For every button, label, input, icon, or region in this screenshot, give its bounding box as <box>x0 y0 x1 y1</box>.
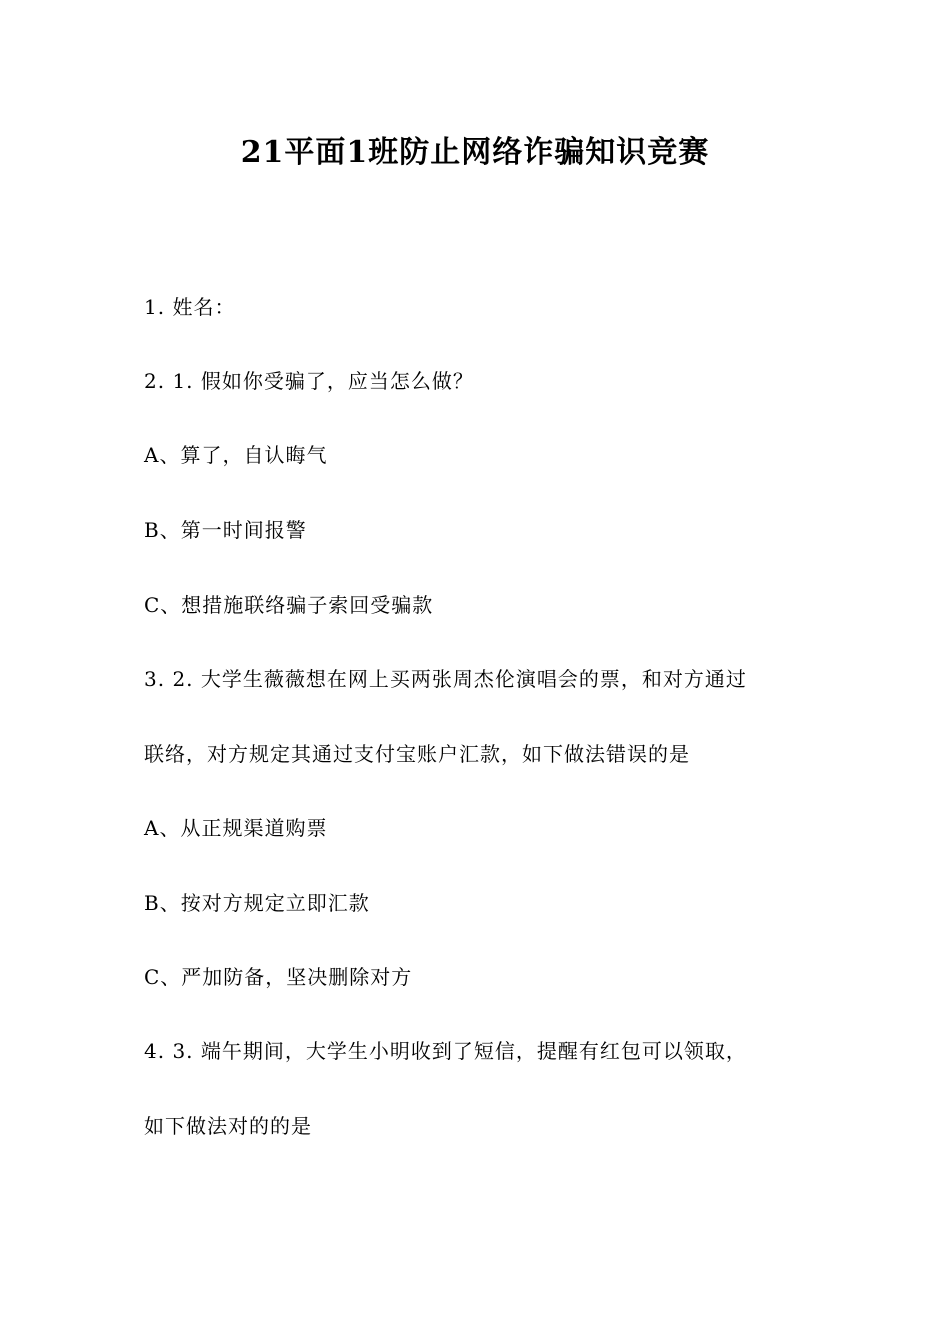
question-name-field: 1. 姓名： <box>144 295 236 319</box>
question-1-text: 2. 1. 假如你受骗了，应当怎么做？ <box>144 369 474 393</box>
question-2-text: 3. 2. 大学生薇薇想在网上买两张周杰伦演唱会的票，和对方通过 <box>144 667 747 691</box>
question-2-option-c: C、严加防备，坚决删除对方 <box>144 965 413 989</box>
question-2-text-continued: 联络，对方规定其通过支付宝账户汇款，如下做法错误的是 <box>144 742 690 766</box>
question-1-option-b: B、第一时间报警 <box>144 518 307 542</box>
question-2-option-a: A、从正规渠道购票 <box>144 816 328 840</box>
question-1-option-a: A、算了，自认晦气 <box>144 443 328 467</box>
question-3-text-continued: 如下做法对的的是 <box>144 1114 312 1138</box>
page-title: 21平面1班防止网络诈骗知识竞赛 <box>240 135 710 170</box>
question-1-option-c: C、想措施联络骗子索回受骗款 <box>144 593 434 617</box>
question-2-option-b: B、按对方规定立即汇款 <box>144 891 370 915</box>
question-3-text: 4. 3. 端午期间，大学生小明收到了短信，提醒有红包可以领取， <box>144 1039 747 1063</box>
